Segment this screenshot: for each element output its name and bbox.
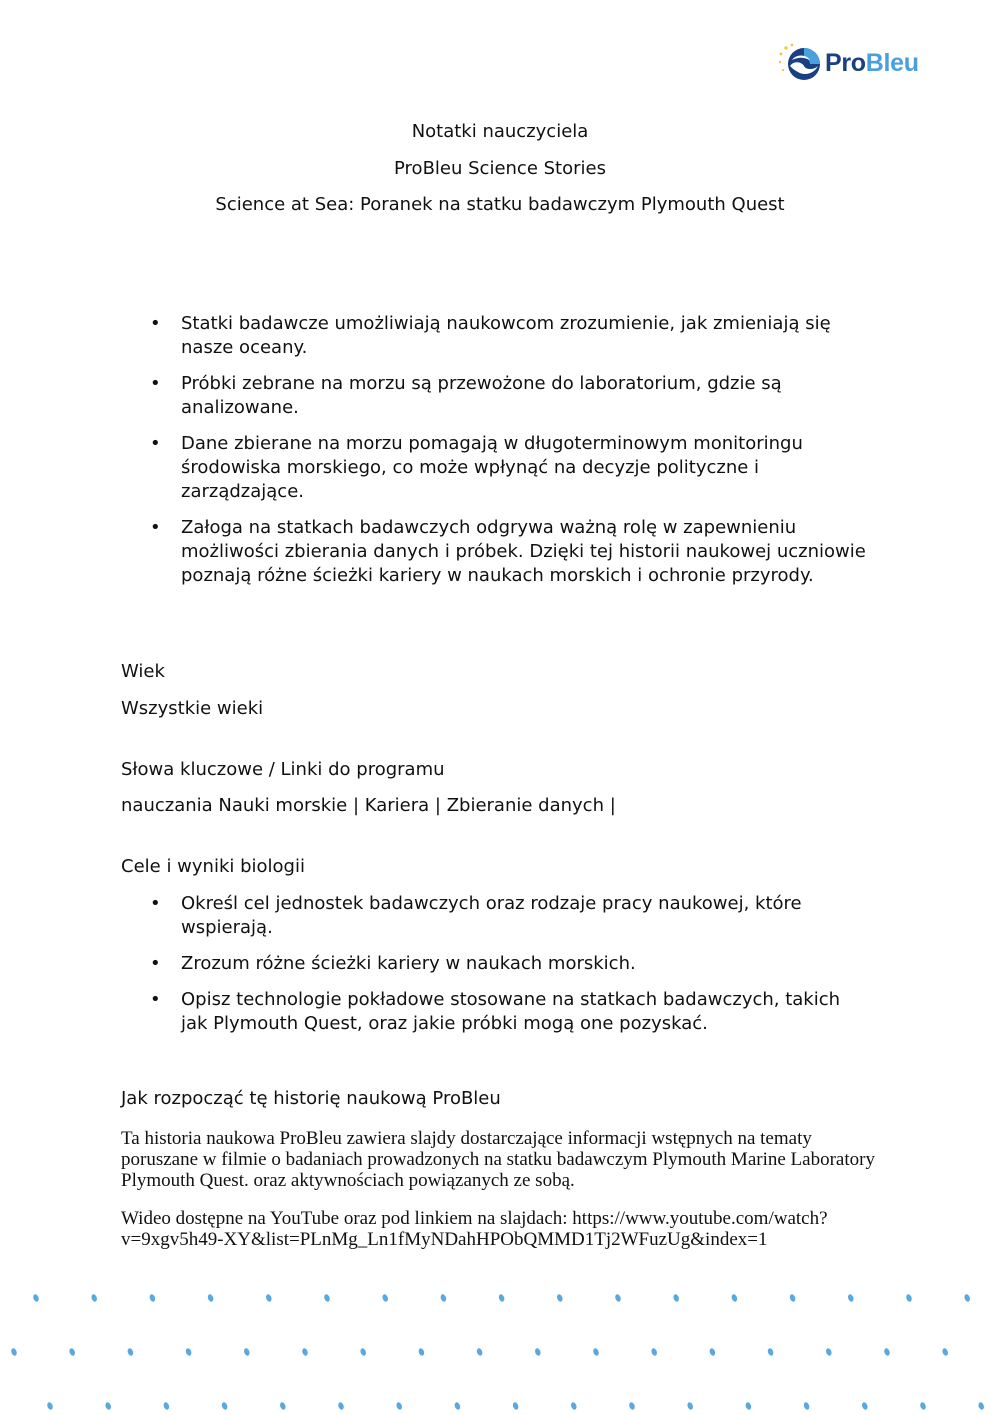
decorative-dot [104,1402,111,1411]
keywords-value: nauczania Nauki morskie | Kariera | Zbieranie danych | [121,795,616,816]
decorative-dot [628,1402,635,1411]
decorative-dot [337,1402,344,1411]
goals-heading: Cele i wyniki biologii [121,856,305,877]
decorative-dot [185,1348,192,1357]
decorative-dot [963,1294,970,1303]
list-item: • Załoga na statkach badawczych odgrywa ważną rolę w zapewnieniu możliwości zbierania danych i próbek. Dzięki tej historii naukowej uczniowie poznają różne ścieżki kariery w naukach morskich i ochronie przyrody. [150,516,870,588]
decorative-dot [941,1348,948,1357]
decorative-dot [570,1402,577,1411]
video-paragraph [121,1208,891,1250]
video-link[interactable]: https://www.youtube.com/watch? [572,1208,828,1229]
list-item: • Statki badawcze umożliwiają naukowcom zrozumienie, jak zmieniają się nasze oceany. [150,312,870,360]
decorative-dot [440,1294,447,1303]
start-paragraph: Ta historia naukowa ProBleu zawiera slajdy dostarczające informacji wstępnych na tematy poruszane w filmie o badaniach prowadzonych na statku badawczym Plymouth Marine Laboratory Plymouth Quest. oraz aktywnościach powiązanych ze sobą. [121,1128,875,1191]
decorative-dot [767,1348,774,1357]
logo-bleu-text: Bleu [865,48,919,77]
decorative-dot [127,1348,134,1357]
decorative-dot [243,1348,250,1357]
list-item: • Określ cel jednostek badawczych oraz rodzaje pracy naukowej, które wspierają. [150,892,870,940]
decorative-dot [883,1348,890,1357]
decorative-dot [512,1402,519,1411]
decorative-dot [672,1294,679,1303]
decorative-dot [323,1294,330,1303]
header-title: Notatki nauczyciela [411,121,589,142]
decorative-dot [454,1402,461,1411]
decorative-dot [789,1294,796,1303]
decorative-dot [163,1402,170,1411]
probleu-logo [776,40,919,86]
decorative-dot [395,1402,402,1411]
goals-bullet-list [150,892,870,1048]
decorative-dot [825,1348,832,1357]
list-item: • Zrozum różne ścieżki kariery w naukach morskich. [150,952,870,976]
header-series: ProBleu Science Stories [394,157,606,179]
decorative-dot [592,1348,599,1357]
decorative-dot [709,1348,716,1357]
decorative-dot [10,1348,17,1357]
decorative-dot [301,1348,308,1357]
age-value: Wszystkie wieki [121,698,264,719]
decorative-dot [207,1294,214,1303]
decorative-dot [803,1402,810,1411]
logo-pro-text: Pro [825,48,866,77]
decorative-dot [418,1348,425,1357]
probleu-logo-icon [776,40,822,86]
decorative-dot [90,1294,97,1303]
video-link-continued[interactable]: v=9xgv5h49-XY&list=PLnMg_Ln1fMyNDahHPObQMMD1Tj2WFuzUg&index=1 [121,1229,768,1250]
list-item: • Próbki zebrane na morzu są przewożone do laboratorium, gdzie są analizowane. [150,372,870,420]
decorative-dot [534,1348,541,1357]
decorative-dot [32,1294,39,1303]
decorative-dot [861,1402,868,1411]
keywords-heading: Słowa kluczowe / Linki do programu [121,759,445,780]
decorative-dot [279,1402,286,1411]
document-header [0,118,1000,228]
decorative-dot [686,1402,693,1411]
decorative-dot [221,1402,228,1411]
decorative-dot [556,1294,563,1303]
decorative-dot [905,1294,912,1303]
decorative-dot [614,1294,621,1303]
decorative-dot [650,1348,657,1357]
decorative-dot [46,1402,53,1411]
video-text: Wideo dostępne na YouTube oraz pod linkiem na slajdach: [121,1208,573,1229]
list-item: • Dane zbierane na morzu pomagają w długoterminowym monitoringu środowiska morskiego, co może wpłynąć na decyzje polityczne i zarządzające. [150,432,870,504]
decorative-dot [476,1348,483,1357]
decorative-dot [919,1402,926,1411]
decorative-dot [731,1294,738,1303]
age-heading: Wiek [121,661,165,682]
decorative-dot-pattern [0,1280,1000,1415]
decorative-dot [977,1402,984,1411]
logo-wordmark [825,49,919,78]
decorative-dot [359,1348,366,1357]
decorative-dot [265,1294,272,1303]
list-item: • Opisz technologie pokładowe stosowane na statkach badawczych, takich jak Plymouth Quest, oraz jakie próbki mogą one pozyskać. [150,988,870,1036]
decorative-dot [847,1294,854,1303]
decorative-dot [745,1402,752,1411]
header-story-title: Science at Sea: Poranek na statku badawczym Plymouth Quest [215,194,785,215]
start-heading: Jak rozpocząć tę historię naukową ProBleu [121,1088,501,1109]
decorative-dot [68,1348,75,1357]
decorative-dot [149,1294,156,1303]
decorative-dot [498,1294,505,1303]
intro-bullet-list [150,312,870,600]
decorative-dot [381,1294,388,1303]
